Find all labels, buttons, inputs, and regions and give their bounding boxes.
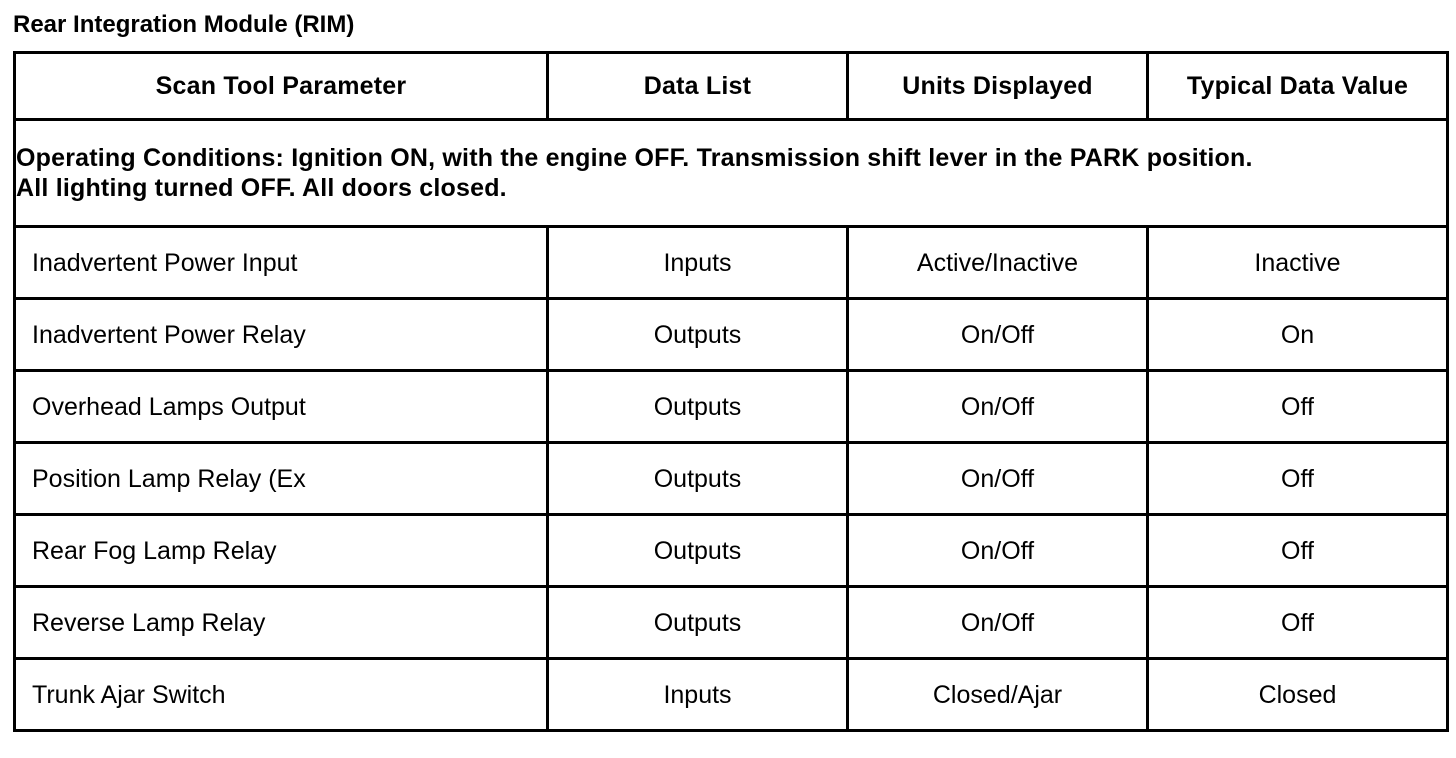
typical-value-cell: Off	[1148, 587, 1448, 659]
parameter-cell: Position Lamp Relay (Ex	[15, 443, 548, 515]
operating-conditions-line-2: All lighting turned OFF. All doors closed.	[16, 174, 507, 202]
table-row	[15, 587, 1448, 659]
operating-conditions-cell	[15, 120, 1448, 227]
data-list-cell: Outputs	[548, 587, 848, 659]
data-list-cell: Inputs	[548, 659, 848, 731]
column-header-data-list: Data List	[548, 53, 848, 120]
parameter-cell: Inadvertent Power Input	[15, 227, 548, 299]
scan-tool-data-table	[13, 51, 1449, 732]
document-title: Rear Integration Module (RIM)	[13, 11, 355, 38]
parameter-cell: Rear Fog Lamp Relay	[15, 515, 548, 587]
data-list-cell: Outputs	[548, 443, 848, 515]
operating-conditions-line-1: Operating Conditions: Ignition ON, with the engine OFF. Transmission shift lever in the PARK position.	[16, 144, 1253, 172]
parameter-cell: Inadvertent Power Relay	[15, 299, 548, 371]
table-row	[15, 227, 1448, 299]
units-cell: Closed/Ajar	[848, 659, 1148, 731]
typical-value-cell: Inactive	[1148, 227, 1448, 299]
typical-value-cell: Off	[1148, 443, 1448, 515]
units-cell: On/Off	[848, 515, 1148, 587]
units-cell: Active/Inactive	[848, 227, 1148, 299]
table-row	[15, 371, 1448, 443]
parameter-cell: Overhead Lamps Output	[15, 371, 548, 443]
table-row	[15, 443, 1448, 515]
units-cell: On/Off	[848, 371, 1148, 443]
table-row	[15, 299, 1448, 371]
data-list-cell: Inputs	[548, 227, 848, 299]
table-row	[15, 659, 1448, 731]
data-list-cell: Outputs	[548, 371, 848, 443]
typical-value-cell: Off	[1148, 371, 1448, 443]
parameter-cell: Reverse Lamp Relay	[15, 587, 548, 659]
data-list-cell: Outputs	[548, 299, 848, 371]
parameter-cell: Trunk Ajar Switch	[15, 659, 548, 731]
table-row	[15, 515, 1448, 587]
units-cell: On/Off	[848, 299, 1148, 371]
typical-value-cell: On	[1148, 299, 1448, 371]
units-cell: On/Off	[848, 587, 1148, 659]
units-cell: On/Off	[848, 443, 1148, 515]
column-header-units-displayed: Units Displayed	[848, 53, 1148, 120]
header-row	[15, 53, 1448, 120]
typical-value-cell: Off	[1148, 515, 1448, 587]
column-header-scan-tool-parameter: Scan Tool Parameter	[15, 53, 548, 120]
column-header-typical-data-value: Typical Data Value	[1148, 53, 1448, 120]
typical-value-cell: Closed	[1148, 659, 1448, 731]
operating-conditions-row	[15, 120, 1448, 227]
data-list-cell: Outputs	[548, 515, 848, 587]
